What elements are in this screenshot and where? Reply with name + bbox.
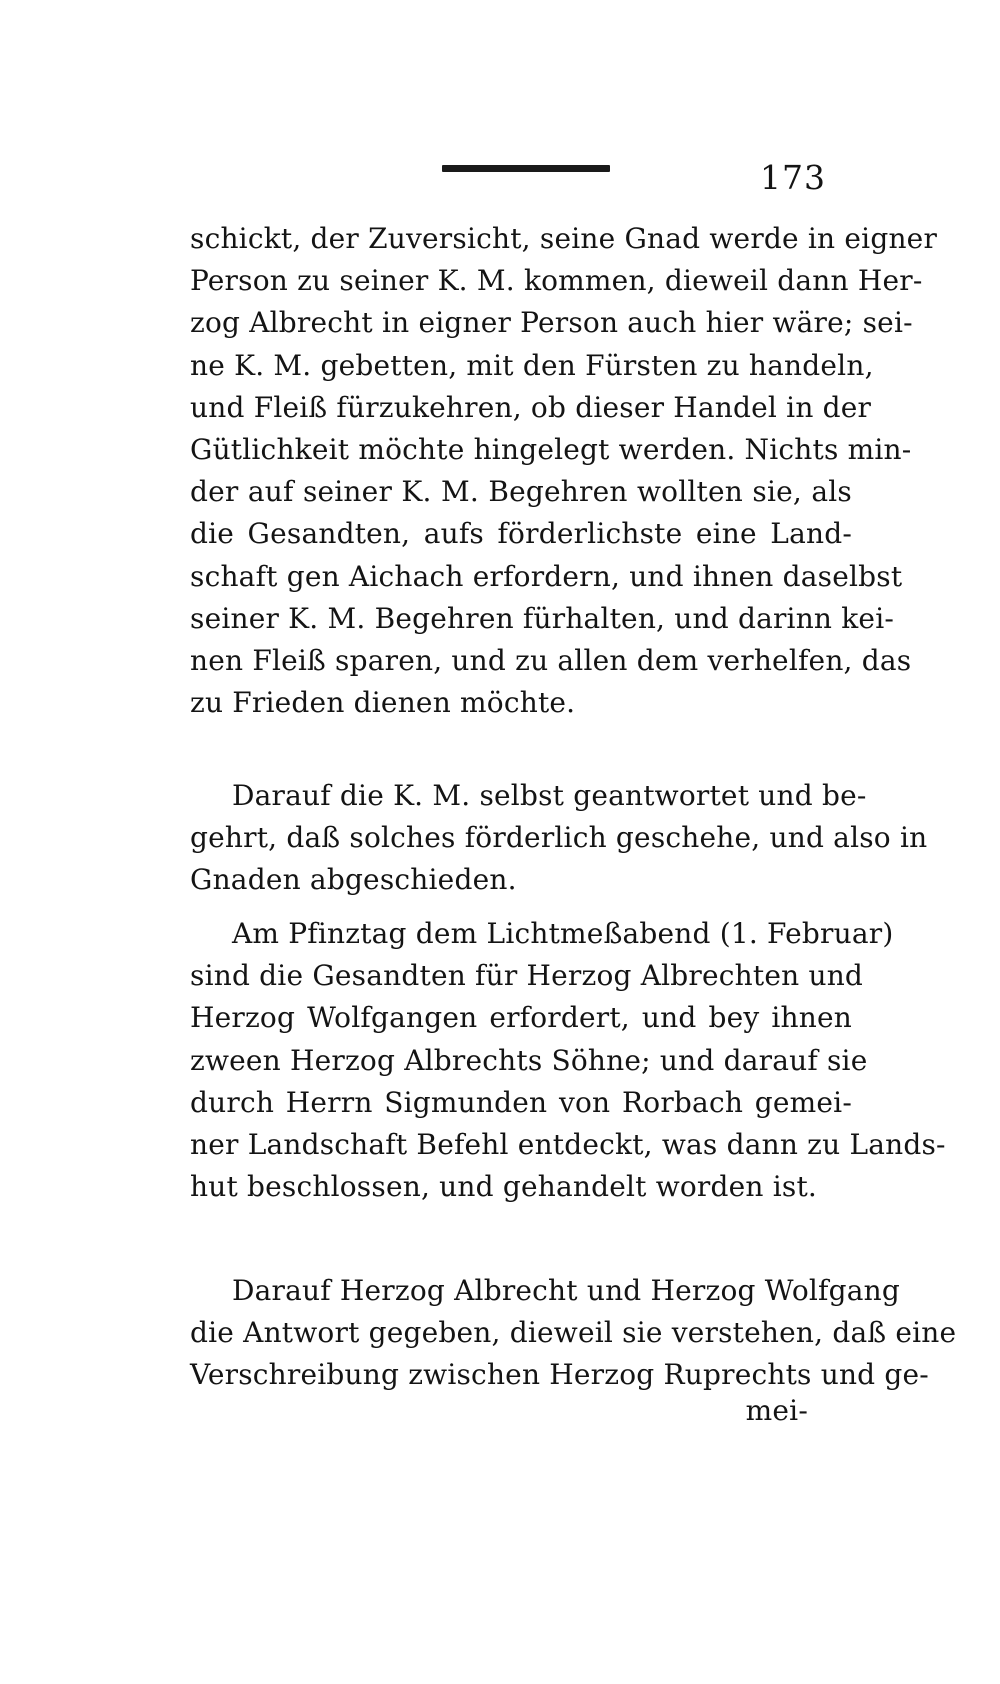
text-line: die Gesandten, aufs förderlichste eine Land- xyxy=(190,517,852,551)
text-line: Darauf Herzog Albrecht und Herzog Wolfgang xyxy=(232,1274,900,1307)
text-line: ne K. M. gebetten, mit den Fürsten zu handeln, xyxy=(190,348,874,382)
text-line: die Antwort gegeben, dieweil sie verstehen, daß eine xyxy=(190,1316,957,1350)
text-line: Darauf die K. M. selbst geantwortet und be- xyxy=(232,779,867,812)
paragraph-4 xyxy=(190,1270,957,1397)
text-line: Gütlichkeit möchte hingelegt werden. Nichts min- xyxy=(190,432,912,466)
text-line: Person zu seiner K. M. kommen, dieweil dann Her- xyxy=(190,264,923,298)
header-rule xyxy=(442,165,610,172)
paragraph-3 xyxy=(190,913,946,1208)
text-line: durch Herrn Sigmunden von Rorbach gemei- xyxy=(190,1085,852,1119)
text-line: Am Pfinztag dem Lichtmeßabend (1. Februar) xyxy=(232,917,894,950)
text-line: zu Frieden dienen möchte. xyxy=(190,686,576,720)
text-line: seiner K. M. Begehren fürhalten, und darinn kei- xyxy=(190,601,895,635)
text-line: schickt, der Zuversicht, seine Gnad werde in eigner xyxy=(190,222,938,255)
text-line: nen Fleiß sparen, und zu allen dem verhelfen, das xyxy=(190,643,912,677)
text-line: ner Landschaft Befehl entdeckt, was dann zu Lands- xyxy=(190,1127,946,1161)
text-line: der auf seiner K. M. Begehren wollten sie, als xyxy=(190,475,852,509)
text-line: Verschreibung zwischen Herzog Ruprechts und ge- xyxy=(190,1358,929,1392)
text-line: zween Herzog Albrechts Söhne; und darauf sie xyxy=(190,1043,868,1077)
paragraph-2 xyxy=(190,775,928,902)
text-line: schaft gen Aichach erfordern, und ihnen daselbst xyxy=(190,559,903,593)
text-line: Gnaden abgeschieden. xyxy=(190,863,517,897)
text-line: hut beschlossen, und gehandelt worden ist. xyxy=(190,1170,818,1204)
text-line: und Fleiß fürzukehren, ob dieser Handel in der xyxy=(190,390,872,424)
paragraph-1 xyxy=(190,218,938,724)
catchword-block xyxy=(190,1390,860,1432)
text-line: sind die Gesandten für Herzog Albrechten und xyxy=(190,959,864,993)
catchword: mei- xyxy=(745,1394,808,1427)
page-number: 173 xyxy=(760,158,826,197)
text-line: Herzog Wolfgangen erfordert, und bey ihnen xyxy=(190,1001,852,1035)
text-line: zog Albrecht in eigner Person auch hier wäre; sei- xyxy=(190,306,913,340)
text-line: gehrt, daß solches förderlich geschehe, und also in xyxy=(190,821,928,855)
